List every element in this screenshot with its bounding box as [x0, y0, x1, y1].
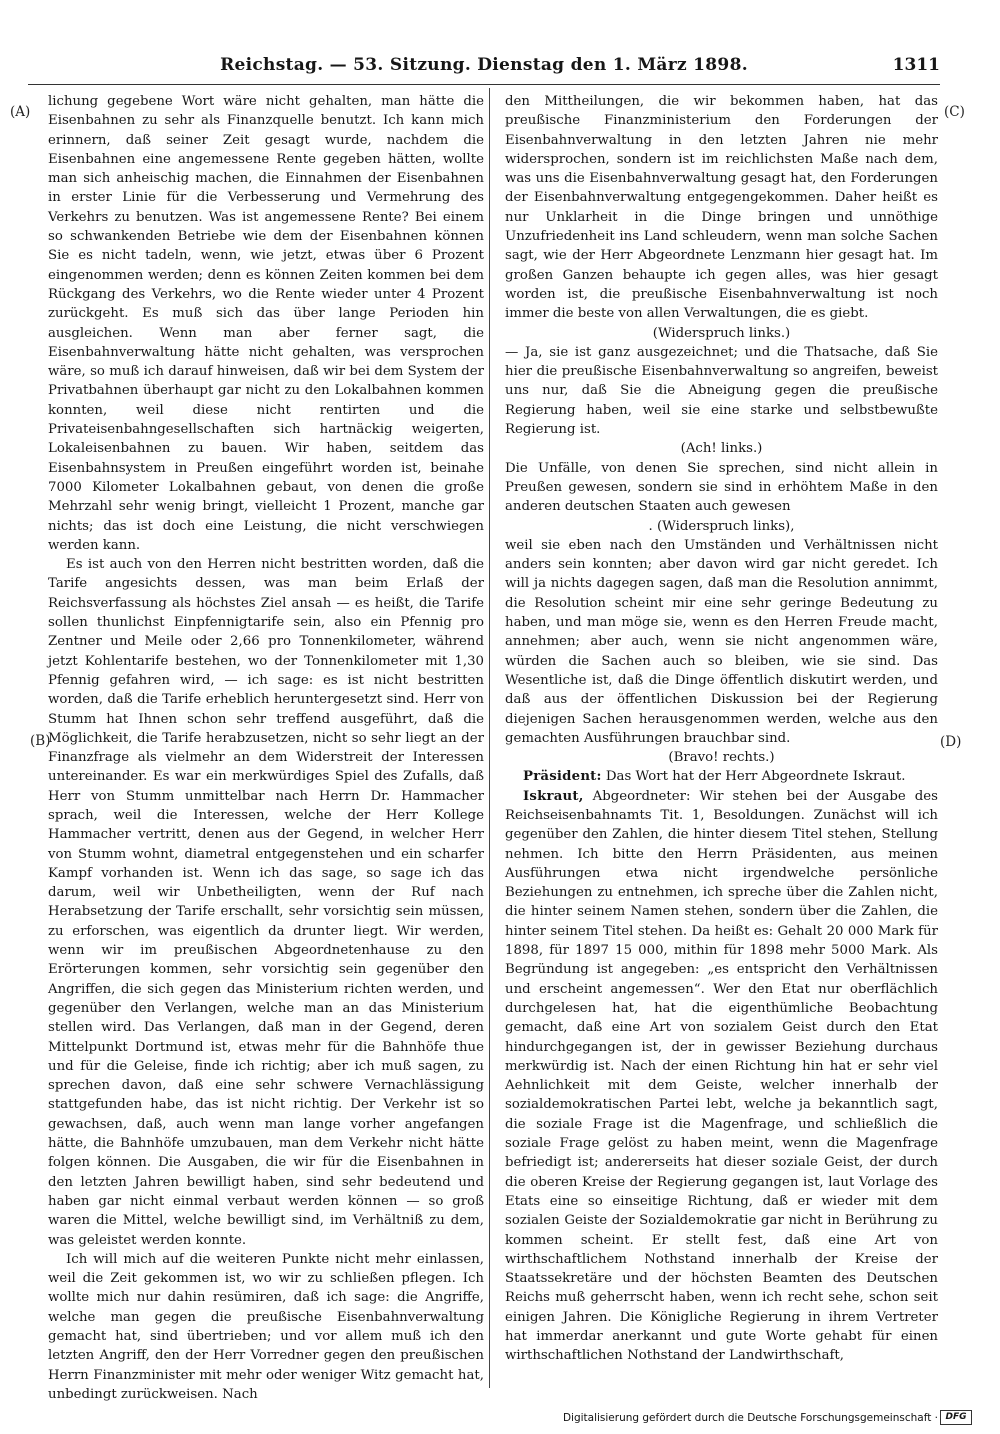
iskraut-text: Abgeordneter: Wir stehen bei der Ausgabe des Reichseisenbahnamts Tit. 1, Besoldungen. Zunächst will ich gegenüber den Zahlen, die hinter diesem Titel stehen, Stellung nehmen. Ich bitte den Herrn Präsidenten, aus meinen Ausführungen etwa nicht irgendwelche persönliche Beziehungen zu entnehmen, ich spreche über die Zahlen nicht, die hinter seinem Namen stehen, sondern über die Zahlen, die hinter seinem Titel stehen. Da heißt es: Gehalt 20 000 Mark für 1898, für 1897 15 000, mithin für 1898 mehr 5000 Mark. Als Begründung ist angegeben: „es entspricht den Verhältnissen und erscheint angemessen“. Wer den Etat nur oberflächlich durchgelesen hat, hat die eigenthümliche Beobachtung gemacht, daß eine Art von sozialem Geist durch den Etat hindurchgegangen ist, der in gewisser Beziehung durchaus merkwürdig ist. Nach der einen Richtung hin hat er sehr viel Aehnlichkeit mit dem Geiste, welcher innerhalb der sozialdemokratischen Partei lebt, welche ja bekanntlich sagt, die soziale Frage ist die Magenfrage, und schließlich die soziale Frage gelöst zu haben meint, wenn die Magenfrage befriedigt ist; andererseits hat dieser soziale Geist, der durch die oberen Kreise der Regierung gegangen ist, laut Vorlage des Etats eine so einseitige Richtung, daß er wieder mit dem sozialen Geiste der Sozialdemokratie gar nicht in Berührung zu kommen scheint. Er stellt fest, daß eine Art von wirthschaftlichem Nothstand innerhalb der Kreise der Staatssekretäre und der höchsten Beamten des Deutschen Reichs muß geherrscht haben, wenn ich recht sehe, schon seit einigen Jahren. Die Königliche Regierung in ihrem Vertreter hat immerdar anerkannt und gute Worte gehabt für einen wirthschaftlichen Nothstand der Landwirthschaft, — [505, 788, 938, 1364]
interjection-3: . (Widerspruch links), — [648, 518, 795, 534]
margin-marker-b: (B) — [30, 733, 51, 749]
speaker-praesident: Präsident: — [523, 769, 602, 785]
header-divider — [28, 84, 940, 85]
right-paragraph-1: den Mittheilungen, die wir bekommen haben, hat das preußische Finanzministerium den Forderungen der Eisenbahnverwaltung in den letzten Jahren nie mehr widersprochen, sondern ist im reichlichsten Maße nach dem, was uns die Eisenbahnverwaltung gesagt hat, den Forderungen der Eisenbahnverwaltung entgegengekommen. Daher heißt es nur Unklarheit in die Dinge bringen und unnöthige Unzufriedenheit ins Land schleudern, wenn man solche Sachen sagt, wie der Herr Abgeordnete Lenzmann hier gesagt hat. Im großen Ganzen behaupte ich gegen alles, was hier gesagt worden ist, die preußische Eisenbahnverwaltung ist noch immer die beste von allen Verwaltungen, die es giebt. — [505, 94, 938, 322]
speaker-iskraut: Iskraut, — [523, 788, 584, 804]
right-paragraph-4: weil sie eben nach den Umständen und Verhältnissen nicht anders sein konnten; aber davon wird gar nicht geredet. Ich will ja nichts dagegen sagen, daß man die Resolution annimmt, die Resolution scheint mir eine sehr geringe Bedeutung zu haben, und man möge sie, wenn es den Herren Freude macht, annehmen; aber auch, wenn sie nicht angenommen wäre, würden die Sachen auch so bleiben, wie sie sind. Das Wesentliche ist, daß die Dinge öffentlich diskutirt werden, und daß aus der öffentlichen Diskussion bei der Regierung diejenigen Sachen herausgenommen werden, welche aus den gemachten Ausführungen brauchbar sind. — [505, 537, 938, 746]
iskraut-speech — [505, 787, 938, 1366]
interjection-1: (Widerspruch links.) — [652, 325, 791, 341]
margin-marker-a: (A) — [10, 104, 31, 120]
margin-marker-c: (C) — [944, 104, 965, 120]
left-column — [48, 92, 484, 1404]
right-paragraph-3: Die Unfälle, von denen Sie sprechen, sind nicht allein in Preußen gewesen, sondern sie sind in erhöhtem Maße in den anderen deutschen Staaten auch gewesen — [505, 460, 938, 515]
right-paragraph-2: — Ja, sie ist ganz ausgezeichnet; und die Thatsache, daß Sie hier die preußische Eisenbahnverwaltung so angreifen, beweist uns nur, daß Sie die Abneigung gegen die preußische Regierung haben, weil sie eine starke und selbstbewußte Regierung ist. — [505, 344, 938, 438]
interjection-4: (Bravo! rechts.) — [668, 750, 775, 766]
praesident-statement — [505, 767, 938, 786]
praesident-text: Das Wort hat der Herr Abgeordnete Iskraut. — [605, 769, 906, 785]
left-paragraph-3: Ich will mich auf die weiteren Punkte nicht mehr einlassen, weil die Zeit gekommen ist, wo wir zu schließen pflegen. Ich wollte mich nur dahin resümiren, daß ich sage: die Angriffe, welche man gegen die preußische Eisenbahnverwaltung gemacht hat, sind übertrieben; und vor allem muß ich den letzten Angriff, den der Herr Vorredner gegen den preußischen Herrn Finanzminister mit mehr oder weniger Witz gemacht hat, unbedingt zurückweisen. Nach — [48, 1251, 484, 1402]
column-divider — [489, 88, 490, 1388]
digitization-credit: Digitalisierung gefördert durch die Deutsche Forschungsgemeinschaft · — [562, 1412, 938, 1424]
right-column — [505, 92, 938, 1366]
dfg-logo: DFG — [940, 1410, 972, 1425]
header-title: Reichstag. — 53. Sitzung. Dienstag den 1. März 1898. — [220, 55, 748, 75]
left-paragraph-1: lichung gegebene Wort wäre nicht gehalten, man hätte die Eisenbahnen zu sehr als Finanzquelle benutzt. Ich kann mich erinnern, daß seiner Zeit gesagt wurde, nachdem die Eisenbahnen eine angemessene Rente gegeben hätten, wollte man sich anheischig machen, die Einnahmen der Eisenbahnen in erster Linie für die Verbesserung und Vermehrung des Verkehrs zu benutzen. Was ist angemessene Rente? Bei einem so schwankenden Betriebe wie dem der Eisenbahnen können Sie es nicht tadeln, wenn, wie jetzt, etwas über 6 Prozent eingenommen werden; denn es können Zeiten kommen bei dem Rückgang des Verkehrs, wo die Rente wieder unter 4 Prozent zurückgeht. Es muß sich das über lange Perioden hin ausgleichen. Wenn man aber ferner sagt, die Eisenbahnverwaltung hätte nicht gehalten, was versprochen wäre, so muß ich darauf hinweisen, daß wir bei dem System der Privatbahnen überhaupt gar nicht zu den Lokalbahnen kommen konnten, weil diese nicht rentirten und die Privateisenbahngesellschaften sich hartnäckig weigerten, Lokaleisenbahnen zu bauen. Wir haben, seitdem das Eisenbahnsystem in Preußen eingeführt worden ist, beinahe 7000 Kilometer Lokalbahnen gebaut, von denen die große Mehrzahl sehr wenig bringt, vielleicht 1 Prozent, manche gar nichts; das ist doch eine Leistung, die nicht verschwiegen werden kann. — [48, 94, 484, 553]
interjection-2: (Ach! links.) — [680, 441, 763, 457]
margin-marker-d: (D) — [940, 734, 962, 750]
left-paragraph-2: Es ist auch von den Herren nicht bestritten worden, daß die Tarife angesichts dessen, was man beim Erlaß der Reichsverfassung als höchstes Ziel ansah — es heißt, die Tarife sollen thunlichst Einpfennigtarife sein, also ein Pfennig pro Zentner und Meile oder 2,66 pro Tonnenkilometer, während jetzt Kohlentarife bestehen, wo der Tonnenkilometer mit 1,30 Pfennig gefahren wird, — ich sage: es ist nicht bestritten worden, daß die Tarife erheblich heruntergesetzt sind. Herr von Stumm hat Ihnen schon sehr treffend ausgeführt, daß die Möglichkeit, die Tarife herabzusetzen, nicht so sehr liegt an der Finanzfrage als vielmehr an dem Widerstreit der Interessen untereinander. Es war ein merkwürdiges Spiel des Zufalls, daß Herr von Stumm unmittelbar nach Herrn Dr. Hammacher sprach, weil die Interessen, welche der Herr Kollege Hammacher vertritt, denen aus der Gegend, in welcher Herr von Stumm wohnt, diametral entgegenstehen und ein scharfer Kampf vorhanden ist. Wenn ich das sage, so sage ich das darum, weil wir Unbetheiligten, wenn der Ruf nach Herabsetzung der Tarife erschallt, sehr vorsichtig sein müssen, zu erforschen, was eigentlich da drunter liegt. Wir werden, wenn wir im preußischen Abgeordnetenhause zu den Erörterungen kommen, sehr vorsichtig sein gegenüber den Angriffen, die sich gegen das Ministerium richten werden, und gegenüber den Verlangen, welche man an das Ministerium stellen wird. Das Verlangen, daß man in der Gegend, deren Mittelpunkt Dortmund ist, etwas mehr für die Bahnhöfe thue und für die Geleise, finde ich richtig; aber ich muß sagen, zu sprechen davon, daß eine sehr schwere Vernachlässigung stattgefunden habe, das ist nicht richtig. Der Verkehr ist so gewachsen, daß, auch wenn man lange vorher angefangen hätte, die Bahnhöfe umzubauen, man dem Verkehr nicht hätte folgen können. Die Ausgaben, die wir für die Eisenbahnen in den letzten Jahren bewilligt haben, sind sehr bedeutend und haben gar nicht einmal verbaut werden können — so groß waren die Mittel, welche bewilligt sind, im Verhältniß zu dem, was geleistet werden konnte. — [48, 557, 484, 1248]
page-header — [28, 55, 940, 83]
page-number: 1311 — [892, 55, 940, 75]
